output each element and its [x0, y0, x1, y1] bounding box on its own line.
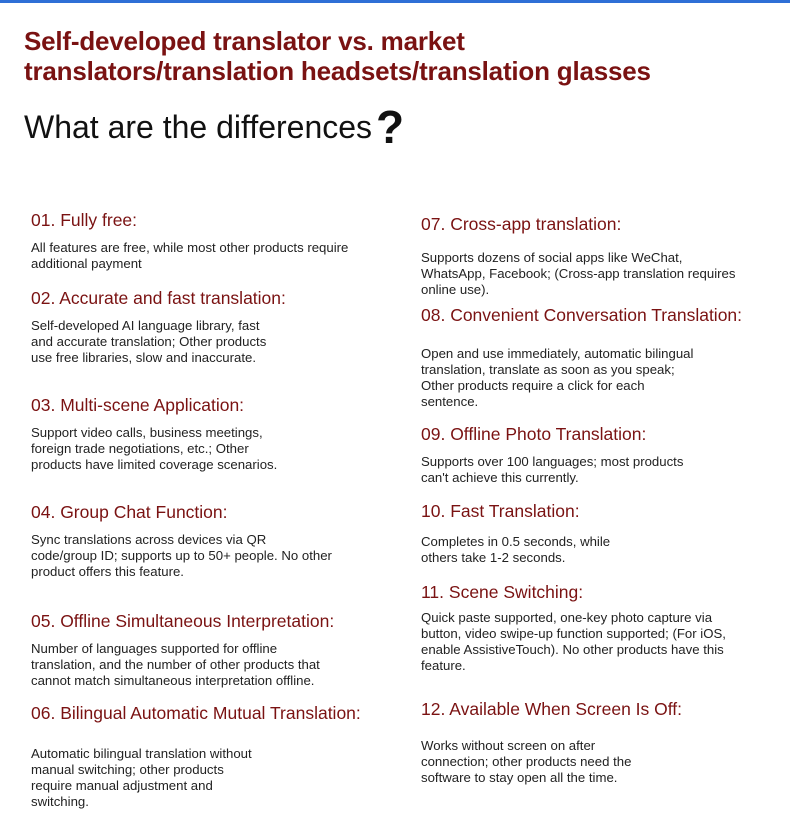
feature-description: Supports over 100 languages; most products can't achieve this currently. [421, 454, 684, 485]
feature-description: All features are free, while most other products require additional payment [31, 240, 349, 271]
feature-heading: 03. Multi-scene Application: [31, 395, 245, 415]
feature-heading: 12. Available When Screen Is Off: [421, 699, 683, 719]
feature-description: Support video calls, business meetings, foreign trade negotiations, etc.; Other products have limited coverage scenarios. [31, 425, 278, 472]
question-mark-icon: ? [376, 101, 405, 153]
feature-item-01 [31, 209, 401, 272]
feature-description: Open and use immediately, automatic bilingual translation, translate as soon as you speak; Other products require a click for each sentence. [421, 346, 694, 409]
feature-item-02 [31, 287, 401, 366]
top-accent-bar [0, 0, 790, 3]
title-line-1: Self-developed translator vs. market [24, 26, 465, 56]
feature-heading: 08. Convenient Conversation Translation: [421, 305, 743, 325]
feature-heading: 06. Bilingual Automatic Mutual Translation: [31, 703, 361, 723]
feature-item-12 [421, 698, 771, 786]
feature-item-08 [421, 304, 771, 410]
feature-description: Supports dozens of social apps like WeChat, WhatsApp, Facebook; (Cross-app translation requires online use). [421, 250, 736, 297]
feature-description: Works without screen on after connection; other products need the software to stay open all the time. [421, 738, 632, 785]
feature-description: Automatic bilingual translation without manual switching; other products require manual adjustment and switching. [31, 746, 252, 809]
feature-item-11 [421, 581, 776, 674]
feature-heading: 10. Fast Translation: [421, 501, 580, 521]
feature-description: Sync translations across devices via QR code/group ID; supports up to 50+ people. No other product offers this feature. [31, 532, 332, 579]
page-subtitle [24, 100, 405, 153]
page-title [24, 26, 764, 86]
feature-item-03 [31, 394, 401, 473]
feature-item-10 [421, 500, 771, 566]
feature-heading: 02. Accurate and fast translation: [31, 288, 286, 308]
feature-item-09 [421, 423, 771, 486]
feature-item-07 [421, 213, 771, 298]
title-line-2: translators/translation headsets/translation glasses [24, 56, 651, 86]
feature-heading: 09. Offline Photo Translation: [421, 424, 647, 444]
feature-item-05 [31, 610, 406, 689]
feature-heading: 05. Offline Simultaneous Interpretation: [31, 611, 335, 631]
feature-item-06 [31, 702, 406, 810]
feature-heading: 07. Cross-app translation: [421, 214, 622, 234]
feature-heading: 11. Scene Switching: [421, 582, 584, 602]
feature-description: Completes in 0.5 seconds, while others take 1-2 seconds. [421, 534, 611, 565]
feature-description: Number of languages supported for offline translation, and the number of other products that cannot match simultaneous interpretation offline. [31, 641, 320, 688]
feature-item-04 [31, 501, 406, 580]
feature-heading: 04. Group Chat Function: [31, 502, 228, 522]
feature-description: Quick paste supported, one-key photo capture via button, video swipe-up function supported; (For iOS, enable AssistiveTouch). No other products have this feature. [421, 610, 726, 673]
feature-heading: 01. Fully free: [31, 210, 138, 230]
feature-description: Self-developed AI language library, fast and accurate translation; Other products use free libraries, slow and inaccurate. [31, 318, 267, 365]
subtitle-text: What are the differences [24, 109, 373, 145]
